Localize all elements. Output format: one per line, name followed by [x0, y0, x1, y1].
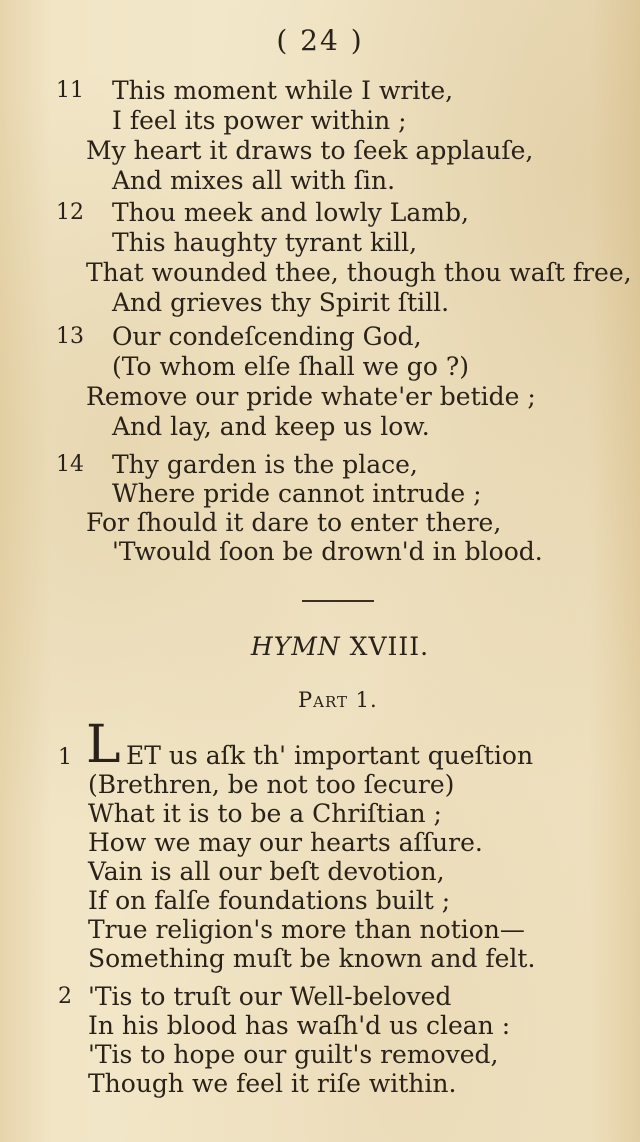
verse-number: 2 [58, 984, 72, 1009]
verse-line: In his blood has waſh'd us clean : [88, 1011, 511, 1040]
verse-line: 'Tis to truſt our Well-beloved [88, 982, 452, 1011]
verse-line: Something muſt be known and felt. [88, 944, 536, 973]
verse-line: ET us aſk th' important queſtion [126, 741, 534, 770]
verse-line: Our condeſcending God, [112, 322, 422, 351]
verse-line: (Brethren, be not too ſecure) [88, 770, 455, 799]
verse-line: This moment while I write, [112, 76, 454, 105]
hymn-title [0, 632, 640, 661]
page-number: ( 24 ) [276, 24, 364, 57]
verse-number: 11 [56, 78, 84, 103]
verse-number: 13 [56, 324, 84, 349]
verse-line: That wounded thee, though thou waſt free, [86, 258, 632, 287]
hymn-title-numeral: XVIII. [349, 632, 430, 661]
verse-line: How we may our hearts aſſure. [88, 828, 483, 857]
verse-number: 1 [58, 745, 72, 770]
verse-line: Thy garden is the place, [112, 450, 418, 479]
verse-line: Vain is all our beſt devotion, [88, 857, 445, 886]
part-title: Part 1. [298, 688, 378, 712]
verse-line: 'Tis to hope our guilt's removed, [88, 1040, 499, 1069]
verse-line: Remove our pride whate'er betide ; [86, 382, 536, 411]
verse-line: My heart it draws to ſeek applauſe, [86, 136, 534, 165]
verse-line: True religion's more than notion— [88, 915, 525, 944]
verse-line: For ſhould it dare to enter there, [86, 508, 502, 537]
hymn-title-word: HYMN [250, 632, 341, 661]
verse-line: 'Twould ſoon be drown'd in blood. [112, 537, 543, 566]
verse-number: 12 [56, 200, 84, 225]
verse-line: Thou meek and lowly Lamb, [112, 198, 469, 227]
verse-line: This haughty tyrant kill, [112, 228, 418, 257]
drop-cap: L [86, 715, 121, 775]
verse-line: If on falſe foundations built ; [88, 886, 451, 915]
verse-line: And mixes all with ſin. [112, 166, 396, 195]
section-divider [302, 600, 374, 602]
verse-line: And lay, and keep us low. [112, 412, 430, 441]
verse-line: And grieves thy Spirit ſtill. [112, 288, 450, 317]
verse-line: (To whom elſe ſhall we go ?) [112, 352, 469, 381]
verse-line: What it is to be a Chriſtian ; [88, 799, 442, 828]
verse-line: I feel its power within ; [112, 106, 407, 135]
verse-line: Where pride cannot intrude ; [112, 479, 482, 508]
verse-number: 14 [56, 452, 84, 477]
verse-line: Though we feel it riſe within. [88, 1069, 457, 1098]
